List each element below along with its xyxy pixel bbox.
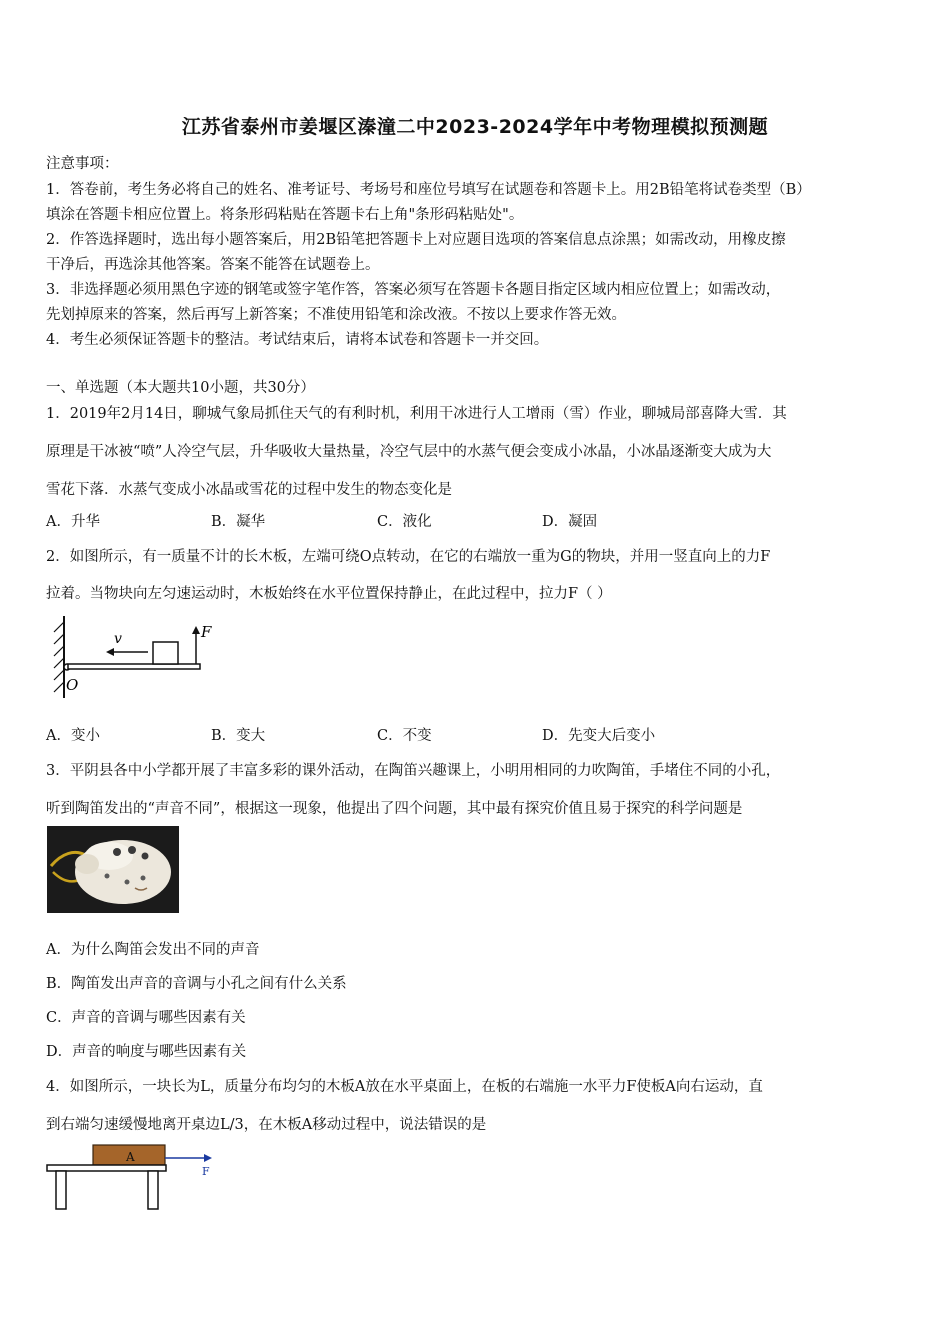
notice-line: 先划掉原来的答案，然后再写上新答案；不准使用铅笔和涂改液。不按以上要求作答无效。 — [46, 307, 626, 323]
long-board — [68, 664, 200, 669]
notice-line: 2．作答选择题时，选出每小题答案后，用2B铅笔把答题卡上对应题目选项的答案信息点涂黑；如需改动，用橡皮擦 — [46, 232, 786, 248]
question-1-line: 1．2019年2月14日，聊城气象局抓住天气的有利时机，利用干冰进行人工增雨（雪）作业，聊城局部喜降大雪．其 — [46, 406, 787, 422]
question-4-line: 4．如图所示，一块长为L，质量分布均匀的木板A放在水平桌面上，在板的右端施一水平力F使板A向右运动，直 — [46, 1079, 763, 1095]
q1-option-d: D．凝固 — [542, 514, 598, 530]
notice-line: 3．非选择题必须用黑色字迹的钢笔或签字笔作答，答案必须写在答题卡各题目指定区域内相应位置上；如需改动， — [46, 282, 781, 298]
pivot-label: O — [66, 676, 79, 694]
q1-option-a: A．升华 — [46, 514, 100, 530]
force-label: F — [202, 1165, 210, 1178]
section-heading: 一、单选题（本大题共10小题，共30分） — [46, 380, 315, 396]
question-1-line: 雪花下落．水蒸气变成小冰晶或雪花的过程中发生的物态变化是 — [46, 482, 452, 498]
question-2-line: 2．如图所示，有一质量不计的长木板，左端可绕O点转动，在它的右端放一重为G的物块，并用一竖直向上的力F — [46, 549, 771, 565]
ocarina-illustration — [47, 826, 179, 913]
table-leg-right — [148, 1171, 158, 1209]
velocity-arrowhead — [106, 648, 114, 656]
q3-option-d: D．声音的响度与哪些因素有关 — [46, 1044, 247, 1060]
notice-line: 1．答卷前，考生务必将自己的姓名、准考证号、考场号和座位号填写在试题卷和答题卡上。用2B铅笔将试卷类型（B） — [46, 182, 811, 198]
board-a-label: A — [126, 1150, 135, 1164]
table-board-diagram — [44, 1142, 220, 1214]
q3-option-c: C．声音的音调与哪些因素有关 — [46, 1010, 246, 1026]
force-arrowhead — [204, 1154, 212, 1162]
table-top — [47, 1165, 166, 1171]
velocity-label: v — [114, 631, 122, 647]
lever-diagram — [44, 612, 224, 704]
notice-line: 填涂在答题卡相应位置上。将条形码粘贴在答题卡右上角"条形码粘贴处"。 — [46, 207, 524, 223]
exam-title: 江苏省泰州市姜堰区溱潼二中2023-2024学年中考物理模拟预测题 — [181, 116, 769, 138]
force-arrowhead — [192, 626, 200, 634]
block-g — [153, 642, 178, 664]
table-leg-left — [56, 1171, 66, 1209]
q1-option-b: B．凝华 — [211, 514, 266, 530]
force-label: F — [201, 623, 212, 641]
question-2-line: 拉着。当物块向左匀速运动时，木板始终在水平位置保持静止，在此过程中，拉力F（ ） — [46, 586, 612, 602]
q2-option-c: C．不变 — [377, 728, 432, 744]
question-3-line: 3．平阴县各中小学都开展了丰富多彩的课外活动，在陶笛兴趣课上，小明用相同的力吹陶笛，手堵住不同的小孔， — [46, 763, 781, 779]
question-1-line: 原理是干冰被“喷”人冷空气层，升华吸收大量热量，冷空气层中的水蒸气便会变成小冰晶，小冰晶逐渐变大成为大 — [46, 444, 772, 460]
ocarina-photo — [47, 826, 179, 913]
q2-option-b: B．变大 — [211, 728, 266, 744]
q1-option-c: C．液化 — [377, 514, 432, 530]
q2-option-d: D．先变大后变小 — [542, 728, 656, 744]
notice-heading: 注意事项： — [46, 156, 119, 172]
q3-option-b: B．陶笛发出声音的音调与小孔之间有什么关系 — [46, 976, 347, 992]
q3-option-a: A．为什么陶笛会发出不同的声音 — [46, 942, 260, 958]
wall-hatching — [54, 622, 64, 692]
notice-line: 4．考生必须保证答题卡的整洁。考试结束后，请将本试卷和答题卡一并交回。 — [46, 332, 549, 348]
q2-option-a: A．变小 — [46, 728, 100, 744]
notice-line: 干净后，再选涂其他答案。答案不能答在试题卷上。 — [46, 257, 380, 273]
question-3-line: 听到陶笛发出的“声音不同”，根据这一现象，他提出了四个问题，其中最有探究价值且易于探究的科学问题是 — [46, 801, 743, 817]
question-4-line: 到右端匀速缓慢地离开桌边L/3，在木板A移动过程中，说法错误的是 — [46, 1117, 487, 1133]
